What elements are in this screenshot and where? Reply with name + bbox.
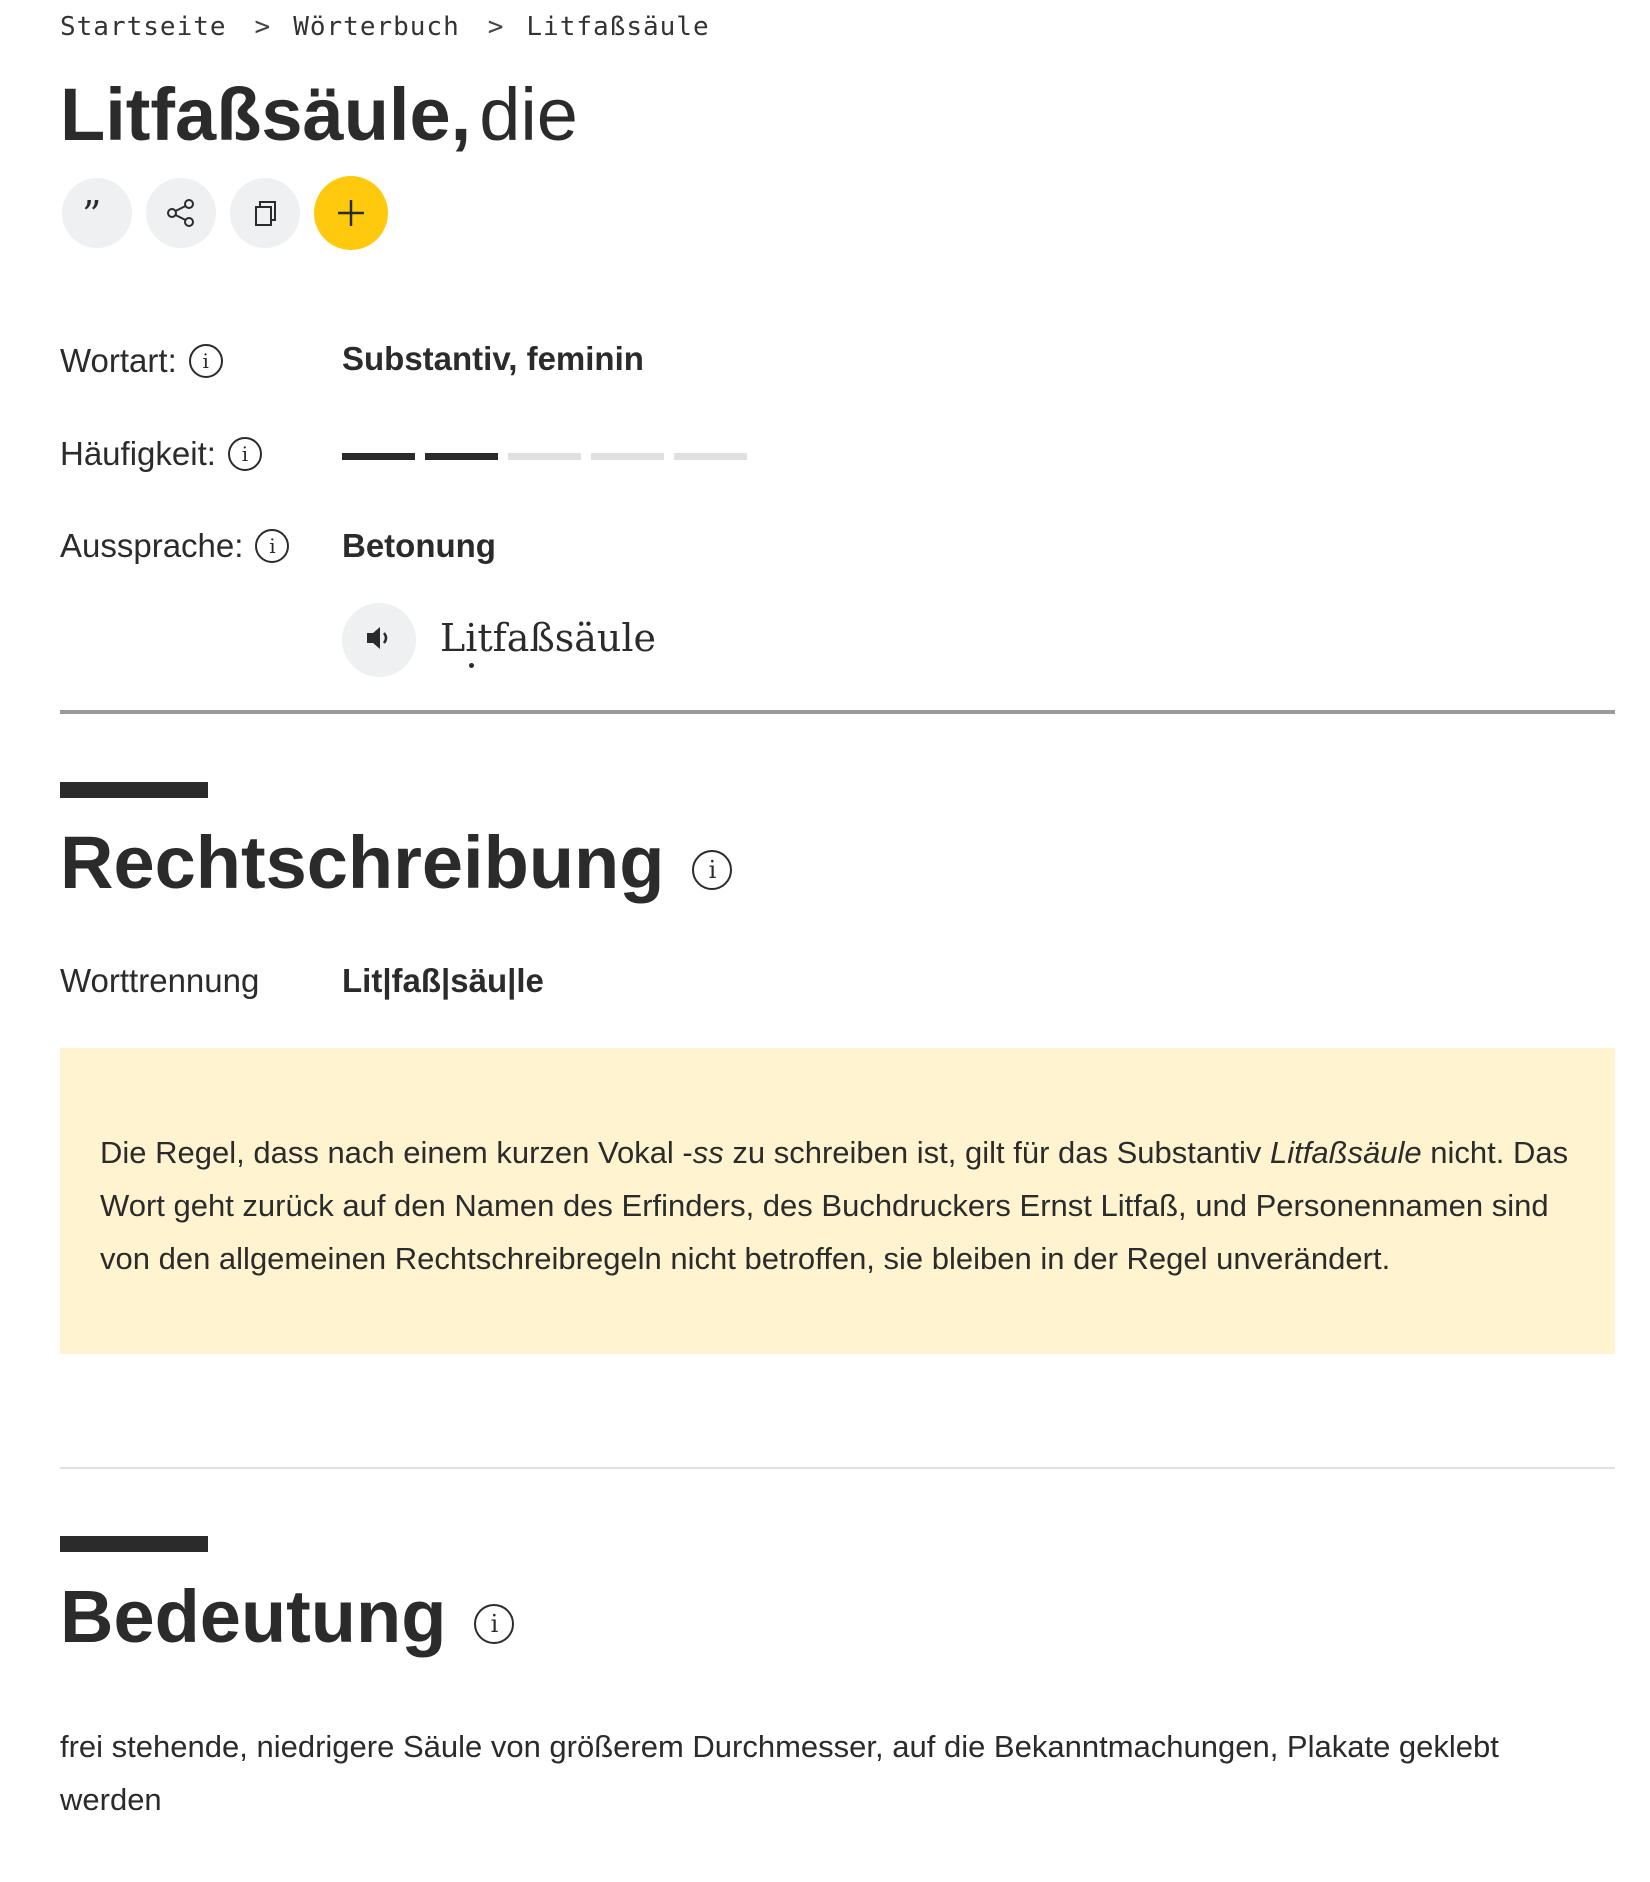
headword-article: die [479, 73, 578, 156]
frequency-segment [508, 453, 581, 460]
worttrennung-value: Lit|faß|säu|le [342, 962, 544, 999]
aussprache-label-text: Aussprache: [60, 527, 244, 564]
section-marker [60, 782, 208, 798]
meaning-text: frei stehende, niedrigere Säule von größerem Durchmesser, auf die Bekanntmachungen, Plakate geklebt werden [60, 1729, 1499, 1817]
cite-button[interactable] [62, 178, 132, 248]
frequency-segment [425, 453, 498, 460]
share-button[interactable] [146, 178, 216, 248]
section-title-rechtschreibung [60, 820, 732, 905]
wortart-value: Substantiv, feminin [342, 340, 644, 377]
divider [60, 1467, 1615, 1469]
note-text-italic: Litfaßsäule [1269, 1135, 1422, 1170]
breadcrumb-item-startseite[interactable]: Startseite [60, 12, 227, 42]
info-icon[interactable]: i [255, 529, 289, 563]
frequency-meter [342, 453, 747, 460]
info-icon[interactable]: i [189, 344, 223, 378]
bedeutung-title: Bedeutung [60, 1575, 447, 1658]
quote-icon [80, 198, 114, 228]
breadcrumb-item-woerterbuch[interactable]: Wörterbuch [293, 12, 460, 42]
copy-button[interactable] [230, 178, 300, 248]
breadcrumb-separator: > [487, 12, 505, 42]
spelling-note [60, 1048, 1615, 1354]
pron-before: L [440, 616, 466, 660]
info-icon[interactable]: i [228, 437, 262, 471]
section-marker [60, 1536, 208, 1552]
frequency-segment [674, 453, 747, 460]
haeufigkeit-label [60, 435, 262, 473]
note-text-italic: ss [692, 1135, 724, 1170]
divider [60, 710, 1615, 714]
section-title-bedeutung [60, 1574, 514, 1659]
betonung-label: Betonung [342, 527, 496, 564]
note-text-part: nicht. Das Wort geht zurück auf den Namen des Erfinders, des Buchdruckers Ernst Litfaß, und Personennamen sind von den allgemeinen Rechtschreibregeln nicht betroffen, sie bleiben in der Regel unverändert. [100, 1135, 1569, 1276]
headword-lemma: Litfaßsäule, [60, 73, 472, 156]
action-bar [62, 178, 388, 250]
frequency-segment [591, 453, 664, 460]
copy-icon [250, 198, 280, 228]
aussprache-label [60, 527, 289, 565]
pron-after: tfaßsäule [477, 616, 657, 660]
svg-text:”: ” [82, 198, 102, 228]
note-text-part: Die Regel, dass nach einem kurzen Vokal - [100, 1135, 693, 1170]
note-text-part: zu schreiben ist, gilt für das Substantiv [723, 1135, 1270, 1170]
worttrennung-label: Worttrennung [60, 962, 260, 999]
rechtschreibung-title: Rechtschreibung [60, 821, 665, 904]
share-icon [165, 197, 197, 229]
breadcrumb-item-current: Litfaßsäule [526, 12, 710, 42]
page-title [60, 70, 578, 160]
haeufigkeit-label-text: Häufigkeit: [60, 435, 216, 472]
play-pronunciation-button[interactable] [342, 603, 416, 677]
spelling-note-text [100, 1126, 1575, 1285]
add-button[interactable] [314, 176, 388, 250]
pronunciation-word [440, 616, 656, 660]
breadcrumb [60, 12, 710, 42]
wortart-label-text: Wortart: [60, 342, 177, 379]
info-icon[interactable]: i [692, 850, 732, 890]
plus-icon [335, 197, 367, 229]
wortart-label [60, 342, 223, 380]
stressed-vowel: i [465, 616, 478, 660]
info-icon[interactable]: i [474, 1604, 514, 1644]
frequency-segment [342, 453, 415, 460]
breadcrumb-separator: > [254, 12, 272, 42]
speaker-icon [364, 624, 394, 657]
